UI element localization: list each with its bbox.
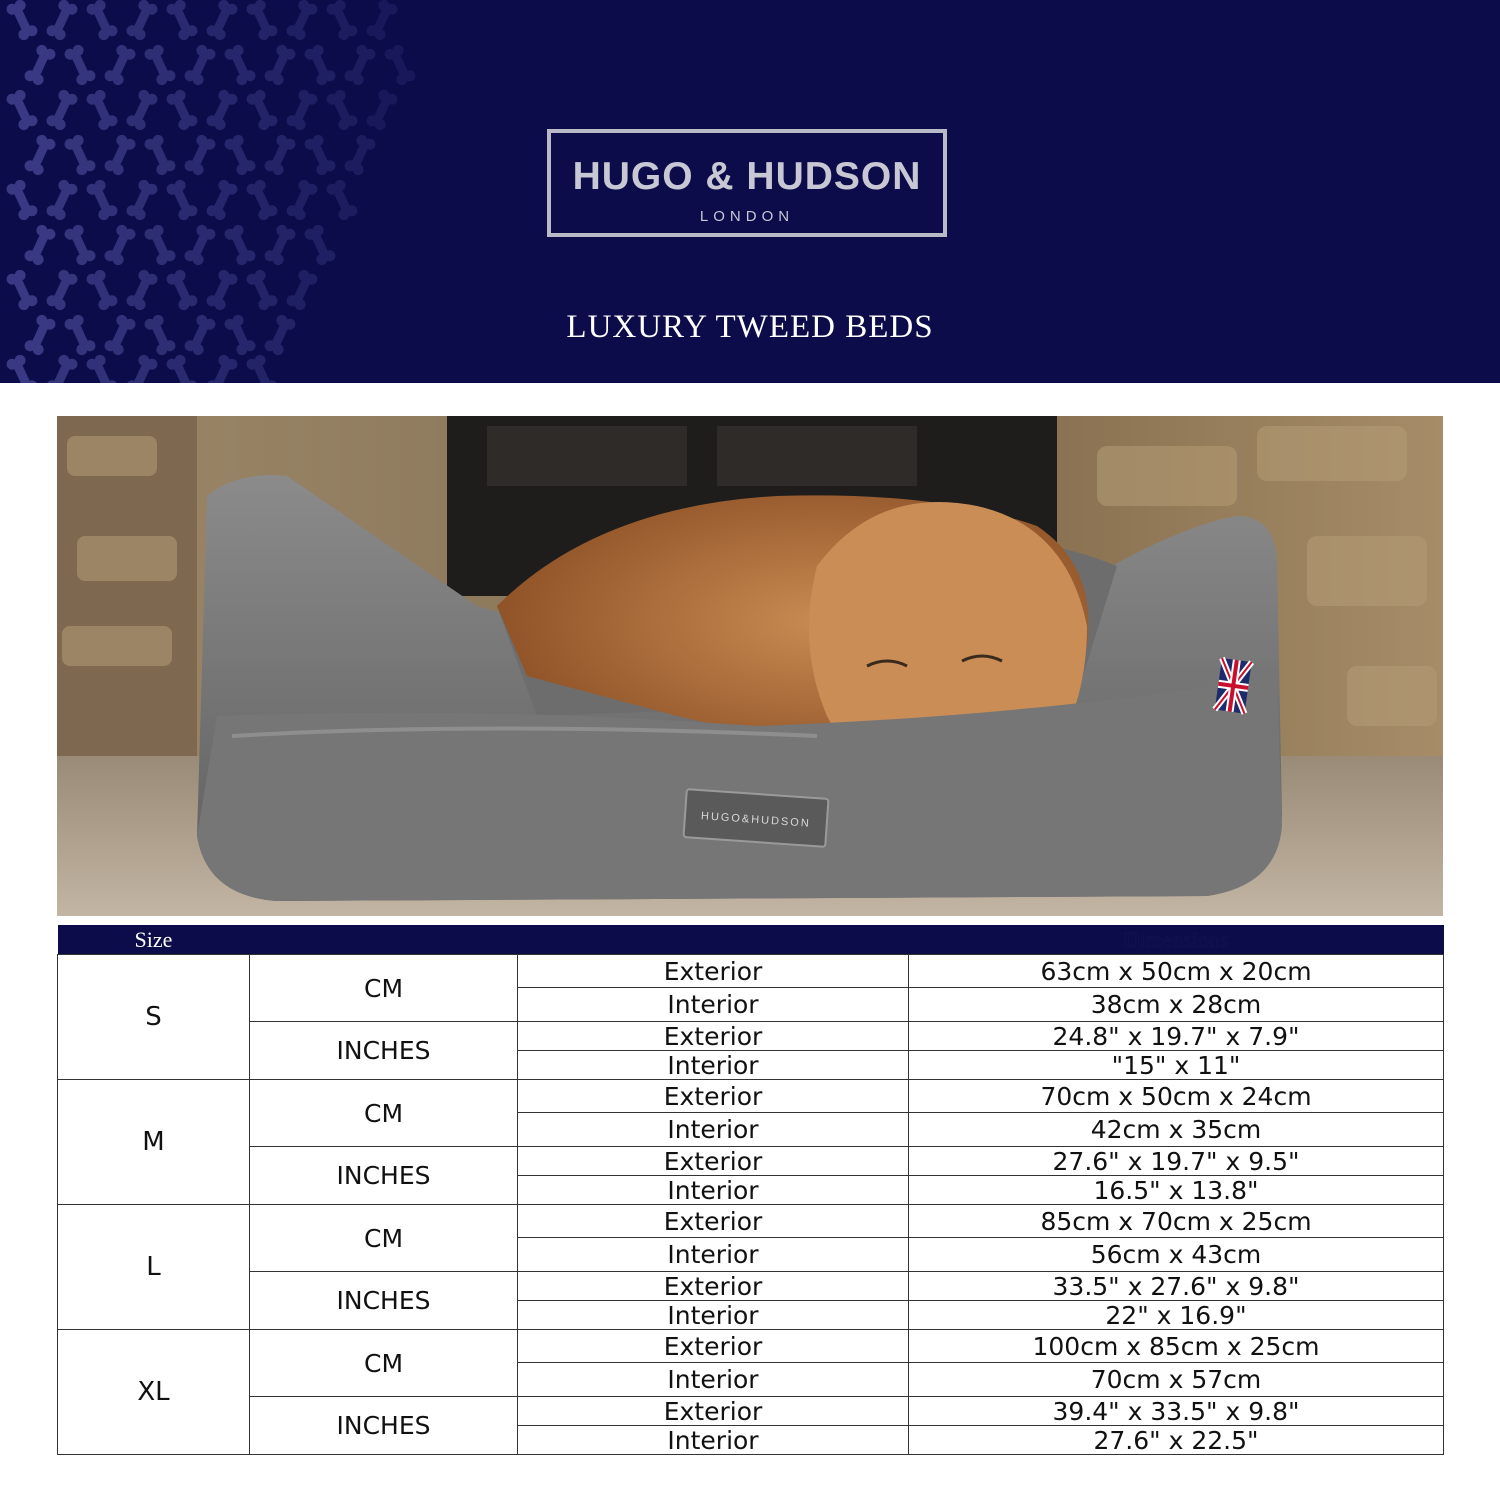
measure-type-cell: Exterior <box>518 1022 909 1051</box>
table-row <box>58 1397 1444 1426</box>
bone-icon <box>285 0 320 42</box>
bone-icon <box>5 178 40 222</box>
table-row <box>58 1330 1444 1363</box>
bone-icon <box>45 0 80 42</box>
bone-icon <box>365 0 400 42</box>
bone-icon <box>5 0 40 42</box>
unit-cell: CM <box>250 1080 518 1147</box>
page-title: LUXURY TWEED BEDS <box>566 309 934 345</box>
bone-icon <box>125 178 160 222</box>
unit-cell: INCHES <box>250 1147 518 1205</box>
bone-icon <box>125 353 160 383</box>
bone-icon <box>63 223 98 267</box>
bone-icon <box>365 88 400 132</box>
dimension-value-cell: "15" x 11" <box>909 1051 1444 1080</box>
measure-type-cell: Interior <box>518 1238 909 1272</box>
table-row <box>58 1205 1444 1238</box>
bone-icon <box>245 88 280 132</box>
measure-type-cell: Exterior <box>518 1147 909 1176</box>
header-banner <box>0 0 1500 383</box>
bone-icon <box>245 0 280 42</box>
bone-icon <box>23 223 58 267</box>
bone-icon <box>303 43 338 87</box>
bone-icon <box>165 88 200 132</box>
bone-icon <box>303 133 338 177</box>
bone-icon <box>303 223 338 267</box>
dimension-value-cell: 70cm x 57cm <box>909 1363 1444 1397</box>
bone-icon <box>165 268 200 312</box>
unit-cell: CM <box>250 1205 518 1272</box>
bone-icon <box>85 0 120 42</box>
measure-type-cell: Interior <box>518 1363 909 1397</box>
dimension-value-cell: 100cm x 85cm x 25cm <box>909 1330 1444 1363</box>
unit-cell: INCHES <box>250 1397 518 1455</box>
unit-column-header <box>250 925 518 955</box>
bone-icon <box>223 223 258 267</box>
dimension-value-cell: 42cm x 35cm <box>909 1113 1444 1147</box>
dimension-value-cell: 33.5" x 27.6" x 9.8" <box>909 1272 1444 1301</box>
bone-icon <box>45 88 80 132</box>
bone-icon <box>23 43 58 87</box>
table-row <box>58 1022 1444 1051</box>
bone-icon <box>325 178 360 222</box>
bone-icon <box>165 353 200 383</box>
table-row <box>58 955 1444 988</box>
bone-icon <box>245 353 280 383</box>
dimension-value-cell: 24.8" x 19.7" x 7.9" <box>909 1022 1444 1051</box>
bone-icon <box>125 0 160 42</box>
size-cell: S <box>58 955 250 1080</box>
table-row <box>58 1147 1444 1176</box>
dimension-value-cell: 38cm x 28cm <box>909 988 1444 1022</box>
measure-type-cell: Interior <box>518 1051 909 1080</box>
dimension-value-cell: 16.5" x 13.8" <box>909 1176 1444 1205</box>
bone-icon <box>183 43 218 87</box>
dimension-value-cell: 63cm x 50cm x 20cm <box>909 955 1444 988</box>
bone-icon <box>125 88 160 132</box>
bone-icon <box>263 43 298 87</box>
size-dimension-table <box>57 925 1444 1455</box>
bone-icon <box>125 268 160 312</box>
brand-city: LONDON <box>699 208 795 225</box>
bone-icon <box>245 178 280 222</box>
table-row <box>58 1080 1444 1113</box>
dimension-value-cell: 70cm x 50cm x 24cm <box>909 1080 1444 1113</box>
size-column-header: Size <box>58 925 250 955</box>
bone-icon <box>23 133 58 177</box>
bone-icon <box>343 43 378 87</box>
measure-type-cell: Interior <box>518 1176 909 1205</box>
table-row <box>58 1272 1444 1301</box>
bone-icon <box>5 268 40 312</box>
dimension-value-cell: 56cm x 43cm <box>909 1238 1444 1272</box>
bone-icon <box>85 353 120 383</box>
bone-icon <box>325 88 360 132</box>
bone-icon <box>263 223 298 267</box>
brand-logo <box>547 129 947 237</box>
dog-in-tweed-bed-photo <box>57 416 1443 916</box>
bone-icon <box>183 223 218 267</box>
bone-icon <box>205 88 240 132</box>
size-cell: L <box>58 1205 250 1330</box>
bone-icon <box>85 268 120 312</box>
measure-type-cell: Interior <box>518 1113 909 1147</box>
bone-icon <box>223 133 258 177</box>
bone-icon <box>205 178 240 222</box>
brand-name: HUGO & HUDSON <box>572 155 922 198</box>
table-header-row <box>58 925 1444 955</box>
bone-icon <box>263 133 298 177</box>
unit-cell: INCHES <box>250 1272 518 1330</box>
unit-cell: INCHES <box>250 1022 518 1080</box>
bone-icon <box>63 43 98 87</box>
bone-icon <box>245 268 280 312</box>
measure-type-cell: Exterior <box>518 955 909 988</box>
measure-type-cell: Interior <box>518 1301 909 1330</box>
bone-icon <box>143 223 178 267</box>
bone-icon <box>143 43 178 87</box>
bone-icon <box>103 133 138 177</box>
bone-icon <box>205 0 240 42</box>
dimension-value-cell: 22" x 16.9" <box>909 1301 1444 1330</box>
measure-type-cell: Interior <box>518 1426 909 1455</box>
bone-icon <box>325 0 360 42</box>
bone-icon <box>85 88 120 132</box>
bone-icon <box>45 353 80 383</box>
bone-icon <box>165 178 200 222</box>
measure-type-cell: Exterior <box>518 1330 909 1363</box>
bone-icon <box>343 133 378 177</box>
bone-icon <box>383 43 418 87</box>
measure-type-cell: Exterior <box>518 1397 909 1426</box>
bone-icon <box>285 178 320 222</box>
bone-icon <box>143 133 178 177</box>
bone-icon <box>285 88 320 132</box>
dimensions-column-header: Dimensions <box>909 925 1444 955</box>
bone-icon <box>165 0 200 42</box>
unit-cell: CM <box>250 955 518 1022</box>
bone-icon <box>223 43 258 87</box>
bone-icon <box>285 268 320 312</box>
measure-type-cell: Exterior <box>518 1272 909 1301</box>
size-cell: XL <box>58 1330 250 1455</box>
measure-type-cell: Exterior <box>518 1205 909 1238</box>
bone-icon <box>103 43 138 87</box>
measure-type-cell: Interior <box>518 988 909 1022</box>
bone-icon <box>45 178 80 222</box>
size-cell: M <box>58 1080 250 1205</box>
dimension-value-cell: 27.6" x 19.7" x 9.5" <box>909 1147 1444 1176</box>
type-column-header <box>518 925 909 955</box>
bone-icon <box>85 178 120 222</box>
bone-icon <box>5 353 40 383</box>
dimension-value-cell: 27.6" x 22.5" <box>909 1426 1444 1455</box>
bone-icon <box>45 268 80 312</box>
bone-icon <box>205 268 240 312</box>
dimension-value-cell: 85cm x 70cm x 25cm <box>909 1205 1444 1238</box>
unit-cell: CM <box>250 1330 518 1397</box>
dimension-value-cell: 39.4" x 33.5" x 9.8" <box>909 1397 1444 1426</box>
bone-icon <box>5 88 40 132</box>
bed-label-text: HUGO&HUDSON <box>700 810 812 830</box>
bone-icon <box>183 133 218 177</box>
bone-icon <box>205 353 240 383</box>
bone-icon <box>63 133 98 177</box>
bone-icon <box>103 223 138 267</box>
measure-type-cell: Exterior <box>518 1080 909 1113</box>
